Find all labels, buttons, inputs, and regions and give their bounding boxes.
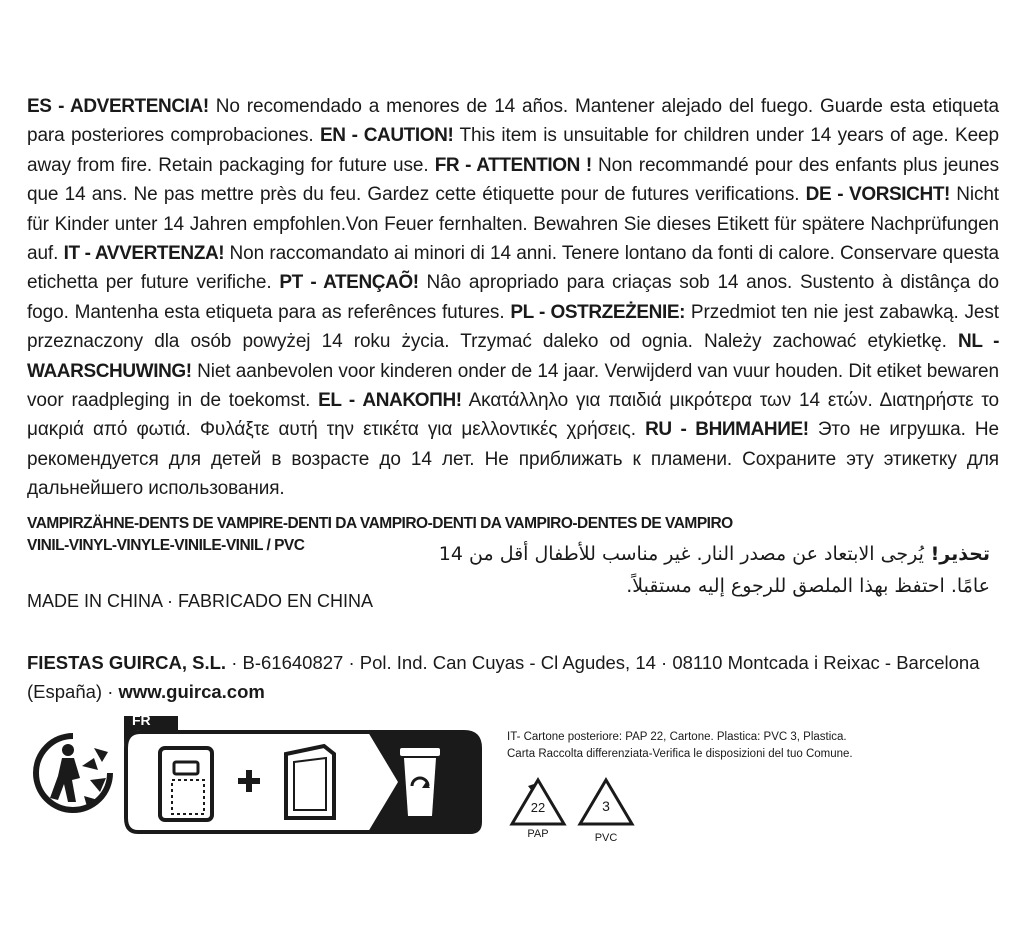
warning-code-nl: NL - WAARSCHUWING! xyxy=(27,331,1000,382)
recycling-code-label: PVC xyxy=(594,832,618,844)
recycling-code-pap xyxy=(508,776,568,842)
warning-text-nl: Niet aanbevolen voor kinderen onder de 14 jaar. Verwijderd van vuur houden. Dit etiket bewaren voor raadpleging in de toekomst. xyxy=(27,360,999,412)
plus-icon xyxy=(238,770,260,792)
made-in-text: MADE IN CHINA · FABRICADO EN CHINA xyxy=(27,591,374,611)
recycling-code-number: 3 xyxy=(602,798,610,814)
plastic-blister-icon xyxy=(286,746,334,818)
warning-text-de: Nicht für Kinder unter 14 Jahren empfohlen.Von Feuer fernhalten. Bewahren Sie dieses Etikett für spätere Nachprüfungen auf. xyxy=(27,184,999,265)
product-material-line: VINIL-VINYL-VINYLE-VINILE-VINIL / PVC xyxy=(27,537,305,554)
warning-text-fr: Non recommandé pour des enfants plus jeunes que 14 ans. Ne pas mettre près du feu. Gardez cette étiquette pour de futures verifications. xyxy=(27,154,999,206)
warning-text-pt: Nâo apropriado para criaças sob 14 anos. Sustento à distânça do fogo. Mantenha esta etiqueta para as referênces futures. xyxy=(27,272,999,323)
warning-code-it: IT - AVVERTENZA! xyxy=(63,243,225,265)
company-address: · B-61640827 · Pol. Ind. Can Cuyas - Cl Agudes, 14 · 08110 Montcada i Reixac - Barcelona (España) · xyxy=(27,652,980,702)
warning-code-en: EN - CAUTION! xyxy=(319,125,454,147)
company-website: www.guirca.com xyxy=(118,681,265,702)
recycling-note-line1: IT- Cartone posteriore: PAP 22, Cartone. Plastica: PVC 3, Plastica. xyxy=(507,731,847,743)
warning-code-es: ES - ADVERTENCIA! xyxy=(27,96,209,117)
recycling-code-pvc xyxy=(576,776,636,846)
arabic-warning-code: تحذير! xyxy=(930,543,990,565)
warning-text-es: No recomendado a menores de 14 años. Mantener alejado del fuego. Guarde esta etiqueta para posteriores comprobaciones. xyxy=(27,96,999,147)
card-backing-icon xyxy=(160,748,212,820)
warning-code-pt: PT - ATENÇAÕ! xyxy=(279,272,419,294)
warning-text-pl: Przedmiot ten nie jest zabawką. Jest przeznaczony dla osób powyżej 14 roku życia. Trzymać daleko od ognia. Należy zachować etykietkę. xyxy=(27,301,999,353)
recycling-note xyxy=(507,729,853,763)
arabic-warning-text: يُرجى الابتعاد عن مصدر النار. غير مناسب للأطفال أقل من 14 عامًا. احتفظ بهذا الملصق للرجوع إليه مستقبلاً. xyxy=(438,543,990,597)
product-name-line: VAMPIRZÄHNE-DENTS DE VAMPIRE-DENTI DA VAMPIRO-DENTI DA VAMPIRO-DENTES DE VAMPIRO xyxy=(27,515,733,532)
warning-text-en: This item is unsuitable for children under 14 years of age. Keep away from fire. Retain packaging for future use. xyxy=(27,125,999,176)
triman-icon xyxy=(28,728,118,818)
company-name: FIESTAS GUIRCA, S.L. xyxy=(27,652,227,673)
multilingual-warning-text xyxy=(27,92,999,504)
warning-code-pl: PL - OSTRZEŻENIE: xyxy=(510,301,686,323)
company-info xyxy=(27,648,987,706)
warning-code-de: DE - VORSICHT! xyxy=(805,184,950,206)
triman-country-label: FR xyxy=(132,712,151,728)
triman-sorting-info xyxy=(118,710,484,838)
arabic-warning xyxy=(430,538,990,602)
warning-text-it: Non raccomandato ai minori di 14 anni. Tenere lontano da fonti di calore. Conservare questa etichetta per future verifiche. xyxy=(27,243,999,294)
warning-code-fr: FR - ATTENTION ! xyxy=(434,154,592,176)
recycling-note-line2: Carta Raccolta differenziata-Verifica le disposizioni del tuo Comune. xyxy=(507,748,853,760)
warning-text-el: Ακατάλληλο για παιδιά μικρότερα των 14 ετών. Διατηρήστε το μακριά από φωτιά. Φυλάξτε αυτή την ετικέτα για μελλοντικές χρήσεις. xyxy=(27,390,1000,441)
recycling-code-label: PAP xyxy=(527,828,549,840)
warning-text-ru: Это не игрушка. Не рекомендуется для детей в возрасте до 14 лет. Не приближать к пламени. Сохраните эту этикетку для дальнейшего использования. xyxy=(27,419,1000,500)
warning-code-el: EL - ΑΝΑΚΟΠΗ! xyxy=(318,390,462,412)
recycling-code-number: 22 xyxy=(530,800,546,815)
warning-code-ru: RU - ВНИМАНИЕ! xyxy=(645,419,809,441)
